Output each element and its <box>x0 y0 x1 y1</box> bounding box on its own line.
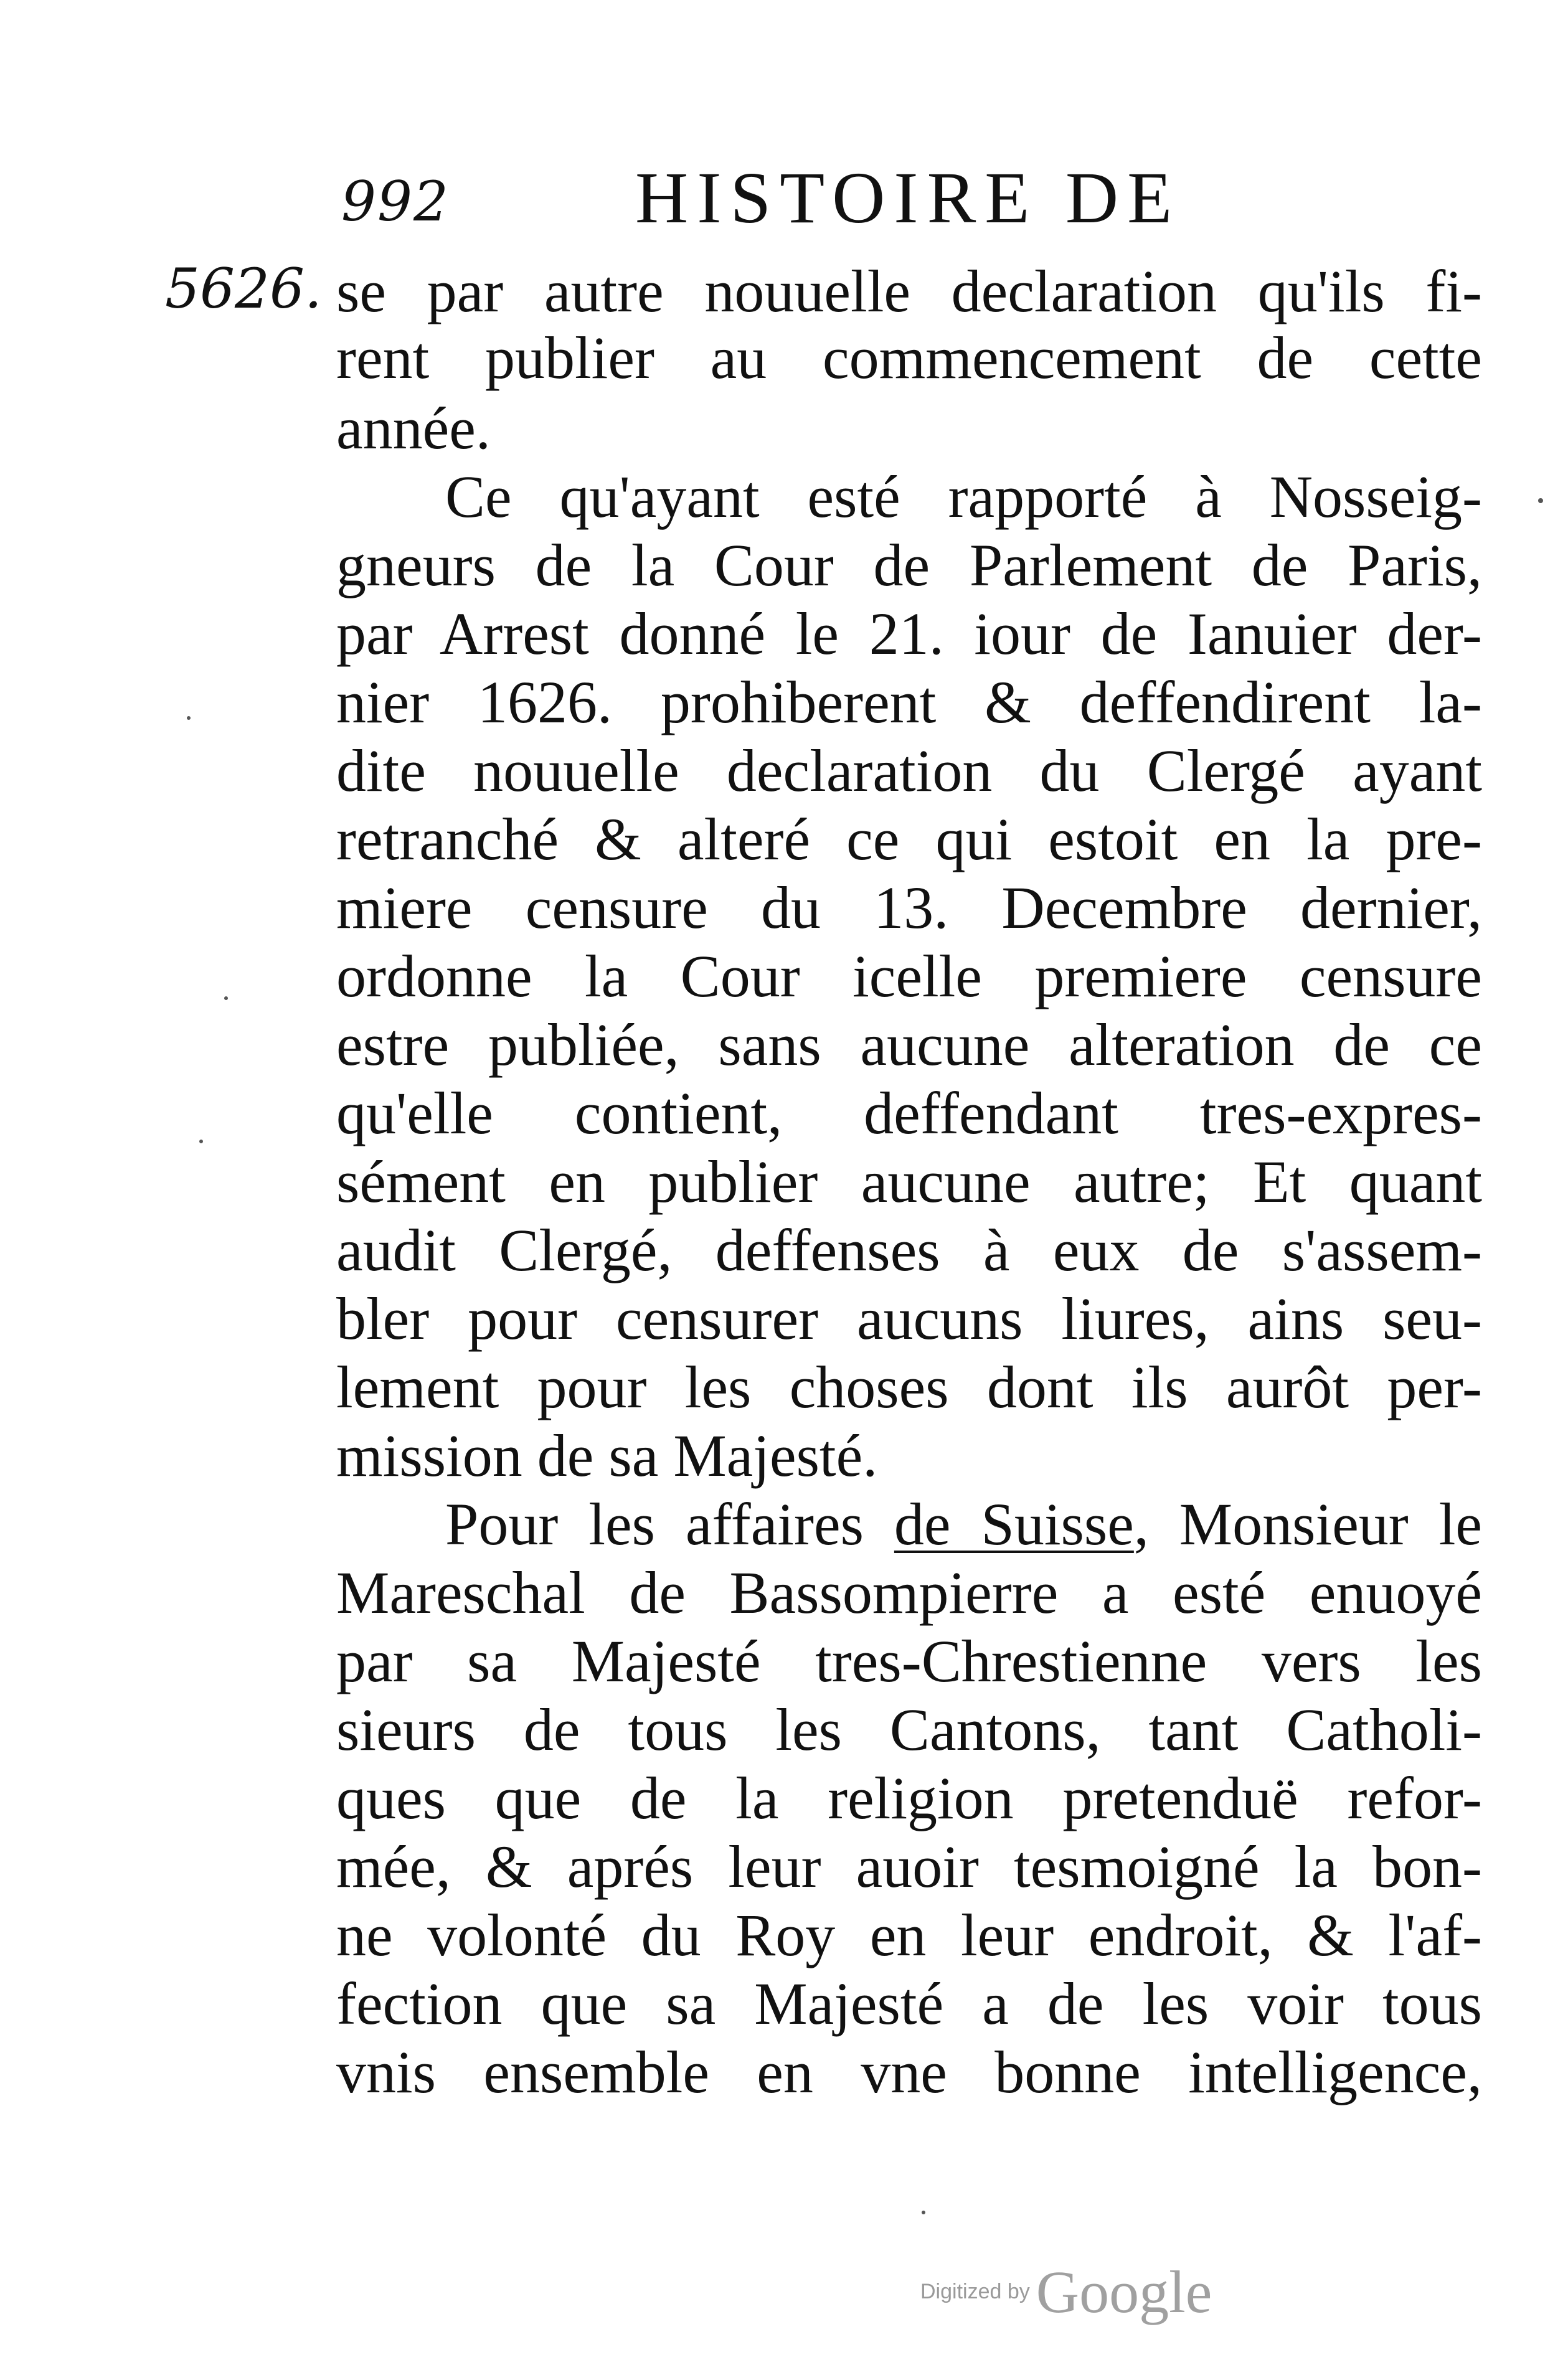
underlined-phrase: de Suisse <box>894 1491 1134 1557</box>
text-line: lement pour les choses dont ils aurôt per- <box>336 1354 1482 1420</box>
text-line: fection que sa Majesté a de les voir tous <box>336 1970 1482 2037</box>
watermark-brand: Google <box>1036 2259 1212 2325</box>
text-line: mée, & aprés leur auoir tesmoigné la bon- <box>336 1833 1482 1900</box>
text-line: dite nouuelle declaration du Clergé ayant <box>336 737 1482 804</box>
page-number: 992 <box>341 169 450 234</box>
text-line: vnis ensemble en vne bonne intelligence, <box>336 2039 1482 2105</box>
ink-speck <box>187 716 191 720</box>
text-line: sément en publier aucune autre; Et quant <box>336 1148 1482 1215</box>
text-line: ques que de la religion pretenduë refor- <box>336 1765 1482 1831</box>
ink-speck <box>922 2211 925 2214</box>
margin-year-note: 5626. <box>165 257 322 321</box>
paragraph-start-line <box>445 1491 1482 1557</box>
text-line: qu'elle contient, deffendant tres-expres- <box>336 1080 1482 1146</box>
ink-speck <box>224 996 228 1000</box>
text-line: miere censure du 13. Decembre dernier, <box>336 874 1482 941</box>
text-span: , Monsieur le <box>1133 1491 1482 1557</box>
text-line: sieurs de tous les Cantons, tant Catholi- <box>336 1696 1482 1763</box>
text-line: par Arrest donné le 21. iour de Ianuier der- <box>336 600 1482 667</box>
text-line: retranché & alteré ce qui estoit en la pre- <box>336 806 1482 872</box>
paragraph-start-line: Ce qu'ayant esté rapporté à Nosseig- <box>445 463 1482 530</box>
text-line: par sa Majesté tres-Chrestienne vers les <box>336 1628 1482 1694</box>
text-line: mission de sa Majesté. <box>336 1422 878 1489</box>
digitized-watermark <box>920 2257 1212 2326</box>
running-head: HISTOIRE DE <box>635 157 1181 238</box>
text-line: ne volonté du Roy en leur endroit, & l'af- <box>336 1902 1482 1968</box>
watermark-prefix: Digitized by <box>920 2280 1030 2303</box>
text-line: gneurs de la Cour de Parlement de Paris, <box>336 532 1482 598</box>
text-line: estre publiée, sans aucune alteration de ce <box>336 1011 1482 1078</box>
text-line: se par autre nouuelle declaration qu'ils fi- <box>336 258 1482 324</box>
ink-speck <box>1538 498 1543 503</box>
text-line: Mareschal de Bassompierre a esté enuoyé <box>336 1559 1482 1626</box>
text-line: bler pour censurer aucuns liures, ains seu- <box>336 1285 1482 1352</box>
text-line: ordonne la Cour icelle premiere censure <box>336 943 1482 1009</box>
ink-speck <box>199 1140 203 1143</box>
text-line: année. <box>336 395 491 461</box>
text-line: rent publier au commencement de cette <box>336 324 1482 391</box>
text-line: nier 1626. prohiberent & deffendirent la- <box>336 669 1482 735</box>
text-line: audit Clergé, deffenses à eux de s'assem- <box>336 1217 1482 1283</box>
text-span: Pour les affaires <box>445 1491 894 1557</box>
